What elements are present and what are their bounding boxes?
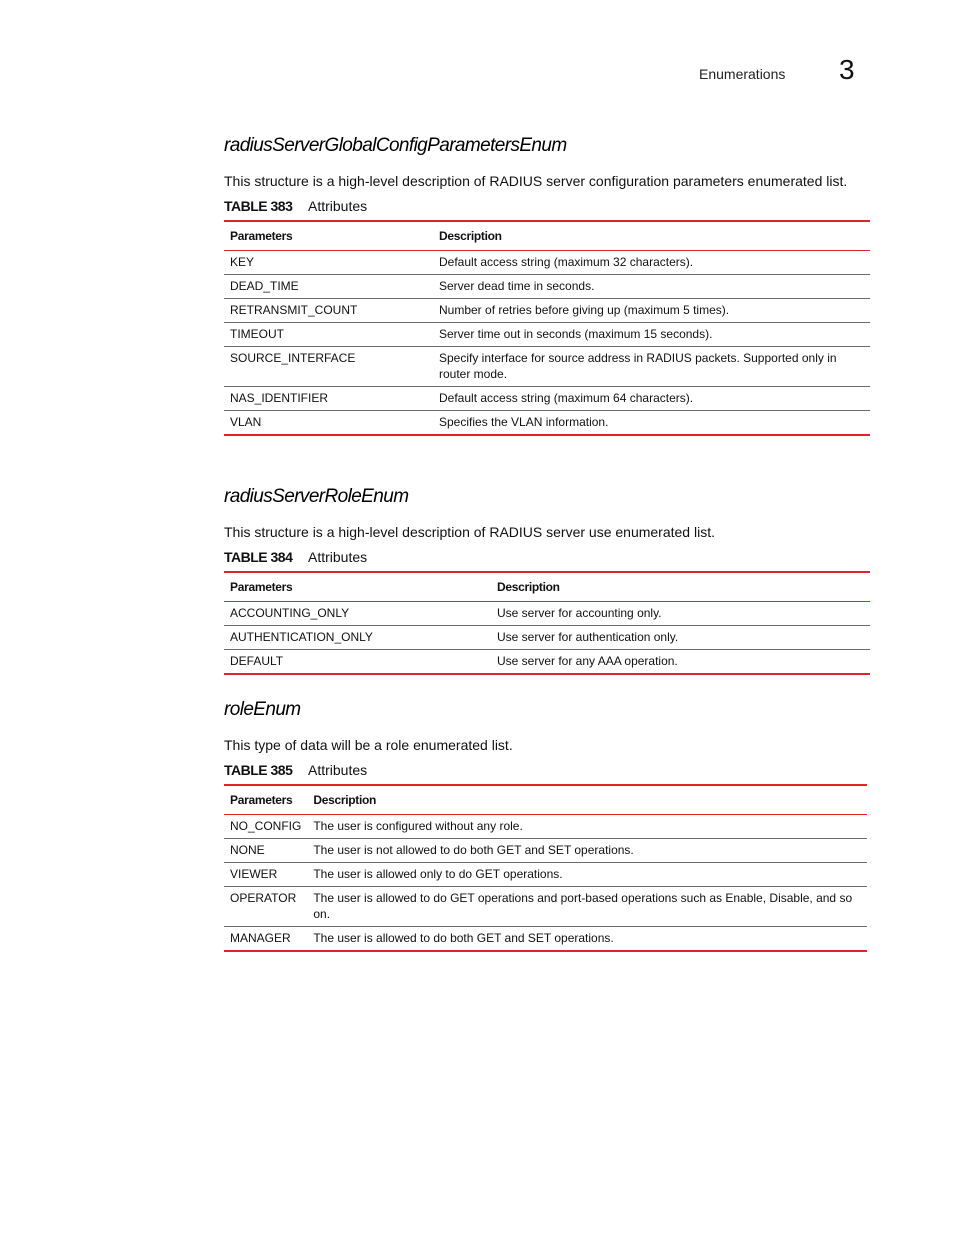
table-row bbox=[224, 863, 867, 887]
section-intro: This structure is a high-level description of RADIUS server configuration parameters enumerated list. bbox=[224, 173, 848, 189]
attributes-table bbox=[224, 784, 867, 952]
table-header-row bbox=[224, 572, 870, 602]
description-cell: Use server for accounting only. bbox=[491, 602, 870, 626]
description-cell: Server dead time in seconds. bbox=[433, 275, 870, 299]
description-cell: Specifies the VLAN information. bbox=[439, 415, 609, 429]
parameter-cell: MANAGER bbox=[230, 931, 291, 945]
table-row bbox=[224, 251, 870, 275]
section-radius-server-global-config bbox=[224, 133, 870, 436]
description-cell: The user is configured without any role. bbox=[307, 815, 867, 839]
table-caption bbox=[224, 760, 870, 780]
column-header: Parameters bbox=[224, 785, 307, 815]
table-caption bbox=[224, 547, 870, 567]
table-row bbox=[224, 815, 867, 839]
table-row bbox=[224, 602, 870, 626]
column-header: Description bbox=[307, 785, 867, 815]
parameter-cell: KEY bbox=[224, 251, 433, 275]
table-caption-text: Attributes bbox=[308, 549, 368, 565]
parameter-cell: VIEWER bbox=[224, 863, 307, 887]
table-label: TABLE 383 bbox=[224, 198, 293, 214]
column-header: Description bbox=[491, 572, 870, 602]
table-caption bbox=[224, 196, 870, 216]
description-cell: Default access string (maximum 64 characters). bbox=[433, 387, 870, 411]
section-title: radiusServerRoleEnum bbox=[224, 486, 409, 507]
table-caption-text: Attributes bbox=[308, 762, 368, 778]
description-cell: Specify interface for source address in RADIUS packets. Supported only in router mode. bbox=[433, 347, 870, 387]
table-row bbox=[224, 650, 870, 675]
column-header: Description bbox=[433, 221, 870, 251]
section-role-enum bbox=[224, 697, 870, 952]
table-row bbox=[224, 347, 870, 387]
section-intro: This type of data will be a role enumerated list. bbox=[224, 737, 513, 753]
parameter-cell: VLAN bbox=[230, 415, 262, 429]
table-header-row bbox=[224, 785, 867, 815]
table-caption-text: Attributes bbox=[308, 198, 368, 214]
description-cell: Default access string (maximum 32 characters). bbox=[433, 251, 870, 275]
parameter-cell: AUTHENTICATION_ONLY bbox=[224, 626, 491, 650]
table-row bbox=[224, 839, 867, 863]
attributes-table bbox=[224, 220, 870, 436]
description-cell: Use server for any AAA operation. bbox=[497, 654, 678, 668]
table-row bbox=[224, 275, 870, 299]
section-radius-server-role bbox=[224, 484, 870, 675]
parameter-cell: RETRANSMIT_COUNT bbox=[224, 299, 433, 323]
parameter-cell: DEFAULT bbox=[230, 654, 284, 668]
description-cell: Server time out in seconds (maximum 15 seconds). bbox=[433, 323, 870, 347]
table-row bbox=[224, 299, 870, 323]
table-row bbox=[224, 887, 867, 927]
parameter-cell: NAS_IDENTIFIER bbox=[224, 387, 433, 411]
table-label: TABLE 384 bbox=[224, 549, 293, 565]
table-header-row bbox=[224, 221, 870, 251]
table-row bbox=[224, 626, 870, 650]
column-header: Parameters bbox=[224, 572, 491, 602]
parameter-cell: DEAD_TIME bbox=[224, 275, 433, 299]
attributes-table bbox=[224, 571, 870, 675]
table-row bbox=[224, 927, 867, 952]
parameter-cell: NONE bbox=[224, 839, 307, 863]
description-cell: The user is not allowed to do both GET and SET operations. bbox=[307, 839, 867, 863]
description-cell: Use server for authentication only. bbox=[491, 626, 870, 650]
table-label: TABLE 385 bbox=[224, 762, 293, 778]
parameter-cell: NO_CONFIG bbox=[224, 815, 307, 839]
parameter-cell: SOURCE_INTERFACE bbox=[224, 347, 433, 387]
parameter-cell: TIMEOUT bbox=[224, 323, 433, 347]
section-intro: This structure is a high-level description of RADIUS server use enumerated list. bbox=[224, 524, 715, 540]
column-header: Parameters bbox=[224, 221, 433, 251]
section-title: roleEnum bbox=[224, 699, 301, 720]
description-cell: Number of retries before giving up (maximum 5 times). bbox=[433, 299, 870, 323]
section-title: radiusServerGlobalConfigParametersEnum bbox=[224, 135, 567, 156]
chapter-title: Enumerations bbox=[699, 66, 786, 82]
description-cell: The user is allowed to do both GET and SET operations. bbox=[313, 931, 614, 945]
parameter-cell: OPERATOR bbox=[224, 887, 307, 927]
description-cell: The user is allowed only to do GET operations. bbox=[307, 863, 867, 887]
table-row bbox=[224, 387, 870, 411]
table-row bbox=[224, 323, 870, 347]
description-cell: The user is allowed to do GET operations and port-based operations such as Enable, Disable, and so on. bbox=[307, 887, 867, 927]
table-row bbox=[224, 411, 870, 436]
chapter-number: 3 bbox=[839, 54, 855, 85]
parameter-cell: ACCOUNTING_ONLY bbox=[224, 602, 491, 626]
